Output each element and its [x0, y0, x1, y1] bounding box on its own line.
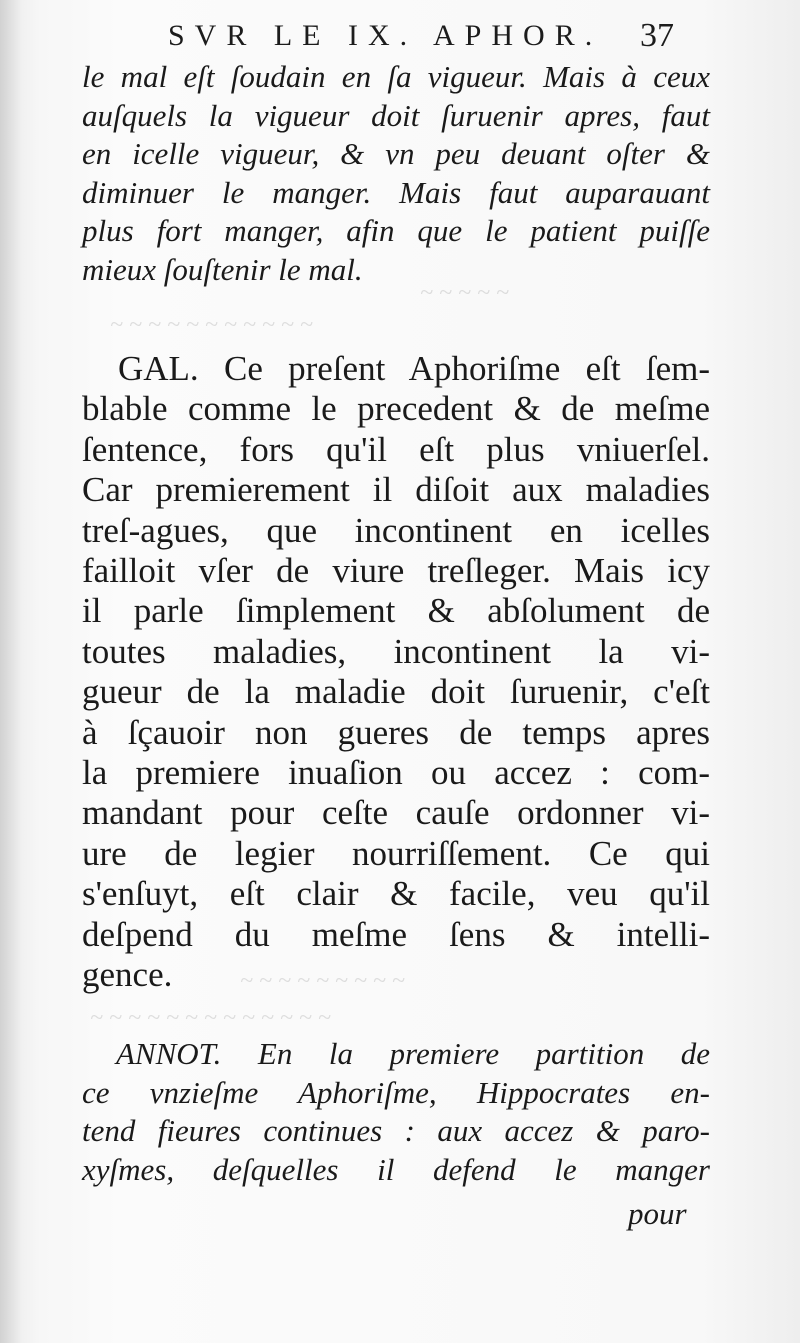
text-line: toutes maladies, incontinent la vi-: [82, 631, 710, 671]
top-paragraph: [82, 58, 710, 290]
text-line: la premiere inuaſion ou accez : com-: [82, 753, 710, 793]
text-line: GAL. Ce preſent Aphoriſme eſt ſem-: [118, 349, 710, 388]
show-through-mark: ~ ~ ~ ~ ~: [420, 280, 509, 306]
show-through-mark: ~ ~ ~ ~ ~ ~ ~ ~ ~: [240, 968, 405, 994]
show-through-mark: ~ ~ ~ ~ ~ ~ ~ ~ ~ ~ ~: [110, 312, 313, 338]
catchword: pour: [628, 1196, 687, 1231]
text-line: gence.: [82, 955, 173, 995]
page-number: 37: [640, 17, 674, 54]
gal-paragraph: [82, 349, 710, 996]
text-line: à ſçauoir non gueres de temps apres: [82, 712, 710, 752]
text-line: tend fieures continues : aux accez & paro-: [82, 1113, 710, 1149]
text-line: Car premierement il diſoit aux maladies: [82, 470, 710, 510]
text-line: s'enſuyt, eſt clair & facile, veu qu'il: [82, 874, 710, 914]
text-line: en icelle vigueur, & vn peu deuant oſter &: [82, 136, 710, 172]
text-line: ſentence, fors qu'il eſt plus vniuerſel.: [82, 429, 710, 469]
annot-paragraph: [82, 1035, 710, 1189]
text-line: ure de legier nourriſſement. Ce qui: [82, 833, 710, 873]
running-head: SVR LE IX. APHOR.: [168, 19, 603, 52]
text-line: mieux ſouſtenir le mal.: [82, 251, 363, 287]
text-line: ce vnzieſme Aphoriſme, Hippocrates en-: [82, 1074, 710, 1110]
text-line: diminuer le manger. Mais faut auparauant: [82, 174, 710, 210]
gutter-shadow: [0, 0, 22, 1343]
text-line: mandant pour ceſte cauſe ordonner vi-: [82, 793, 710, 833]
text-line: treſ-agues, que incontinent en icelles: [82, 510, 710, 550]
show-through-mark: ~ ~ ~ ~ ~ ~ ~ ~ ~ ~ ~ ~ ~: [90, 1005, 331, 1031]
text-line: blable comme le precedent & de meſme: [82, 389, 710, 429]
text-line: le mal eſt ſoudain en ſa vigueur. Mais à ceux: [82, 59, 710, 94]
text-line: plus fort manger, afin que le patient puiſſe: [82, 213, 710, 249]
text-line: gueur de la maladie doit ſuruenir, c'eſt: [82, 672, 710, 712]
text-line: auſquels la vigueur doit ſuruenir apres, faut: [82, 97, 710, 133]
text-line: il parle ſimplement & abſolument de: [82, 591, 710, 631]
text-line: deſpend du meſme ſens & intelli-: [82, 914, 710, 954]
text-line: failloit vſer de viure treſleger. Mais icy: [82, 551, 710, 591]
text-line: xyſmes, deſquelles il defend le manger: [82, 1151, 710, 1187]
text-line: ANNOT. En la premiere partition de: [116, 1036, 710, 1071]
